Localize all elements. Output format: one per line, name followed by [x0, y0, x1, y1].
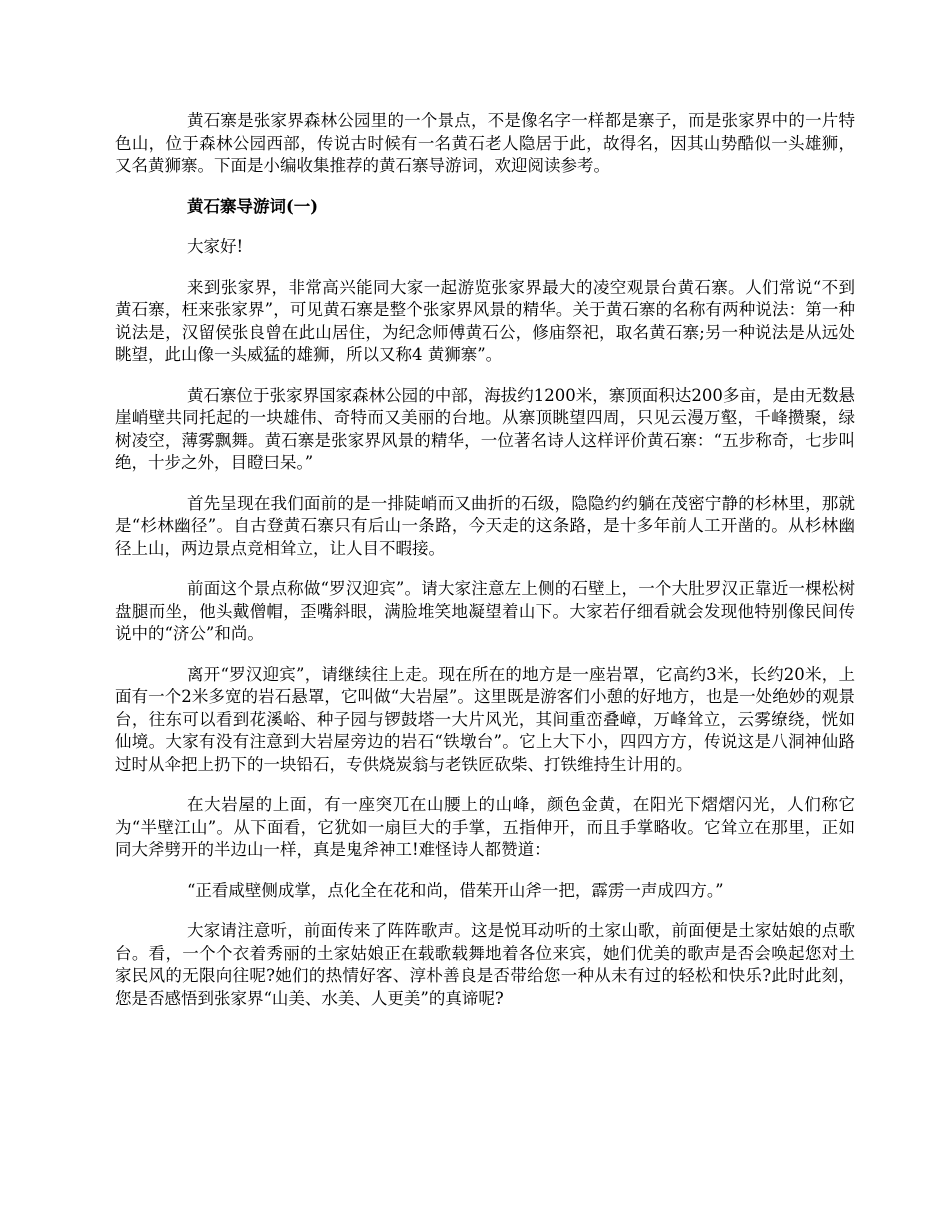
body-paragraph-4: 前面这个景点称做“罗汉迎宾”。请大家注意左上侧的石壁上，一个大肚罗汉正靠近一棵松树盘腿而坐，他头戴僧帽，歪嘴斜眼，满脸堆笑地凝望着山下。大家若仔细看就会发现他特别像民间传说中的“济公”和尚。 [115, 579, 855, 643]
document-body [115, 110, 855, 1028]
poem-quote: “正看咸壁侧成掌，点化全在花和尚，借茱开山斧一把，霹雳一声成四方。” [187, 880, 724, 900]
body-paragraph-2: 黄石寨位于张家界国家森林公园的中部，海拔约1200米，寨顶面积达200多亩，是由无数悬崖峭壁共同托起的一块雄伟、奇特而又美丽的台地。从寨顶眺望四周，只见云漫万壑，千峰攒聚，绿树凌空，薄雾飘舞。黄石寨是张家界风景的精华，一位著名诗人这样评价黄石寨：“五步称奇，七步叫绝，十步之外，目瞪曰呆。” [115, 385, 855, 472]
section-heading: 黄石寨导游词(一) [187, 196, 319, 216]
closing-paragraph: 大家请注意听，前面传来了阵阵歌声。这是悦耳动听的土家山歌，前面便是土家姑娘的点歌台。看，一个个衣着秀丽的土家姑娘正在载歌载舞地着各位来宾，她们优美的歌声是否会唤起您对土家民风的无限向往呢?她们的热情好客、淳朴善良是否带给您一种从未有过的轻松和快乐?此时此刻，您是否感悟到张家界“山美、水美、人更美”的真谛呢? [115, 921, 855, 1008]
body-paragraph-1: 来到张家界，非常高兴能同大家一起游览张家界最大的凌空观景台黄石寨。人们常说“不到黄石寨，枉来张家界”，可见黄石寨是整个张家界风景的精华。关于黄石寨的名称有两种说法：第一种说法是，汉留侯张良曾在此山居住，为纪念师傅黄石公，修庙祭祀，取名黄石寨;另一种说法是从远处眺望，此山像一头威猛的雄狮，所以又称4 黄狮寨”。 [115, 277, 855, 364]
body-paragraph-6: 在大岩屋的上面，有一座突兀在山腰上的山峰，颜色金黄，在阳光下熠熠闪光，人们称它为“半壁江山”。从下面看，它犹如一扇巨大的手掌，五指伸开，而且手掌略收。它耸立在那里，正如同大斧劈开的半边山一样，真是鬼斧神工!难怪诗人都赞道： [115, 795, 855, 859]
body-paragraph-3: 首先呈现在我们面前的是一排陡峭而又曲折的石级，隐隐约约躺在茂密宁静的杉林里，那就是“杉林幽径”。自古登黄石寨只有后山一条路，今天走的这条路，是十多年前人工开凿的。从杉林幽径上山，两边景点竞相耸立，让人目不暇接。 [115, 493, 855, 558]
greeting-paragraph: 大家好! [187, 237, 244, 256]
body-paragraph-5: 离开“罗汉迎宾”，请继续往上走。现在所在的地方是一座岩罩，它高约3米，长约20米，上面有一个2米多宽的岩石悬罩，它叫做“大岩屋”。这里既是游客们小憩的好地方，也是一处绝妙的观景台，往东可以看到花溪峪、种子园与锣鼓塔一大片风光，其间重峦叠嶂，万峰耸立，云雾缭绕，恍如仙境。大家有没有注意到大岩屋旁边的岩石“铁墩台”。它上大下小，四四方方，传说这是八洞神仙路过时从伞把上扔下的一块铅石，专供烧炭翁与老铁匠砍柴、打铁维持生计用的。 [115, 664, 855, 774]
intro-paragraph: 黄石寨是张家界森林公园里的一个景点，不是像名字一样都是寨子，而是张家界中的一片特色山，位于森林公园西部，传说古时候有一名黄石老人隐居于此，故得名，因其山势酷似一头雄狮，又名黄狮寨。下面是小编收集推荐的黄石寨导游词，欢迎阅读参考。 [115, 111, 855, 175]
